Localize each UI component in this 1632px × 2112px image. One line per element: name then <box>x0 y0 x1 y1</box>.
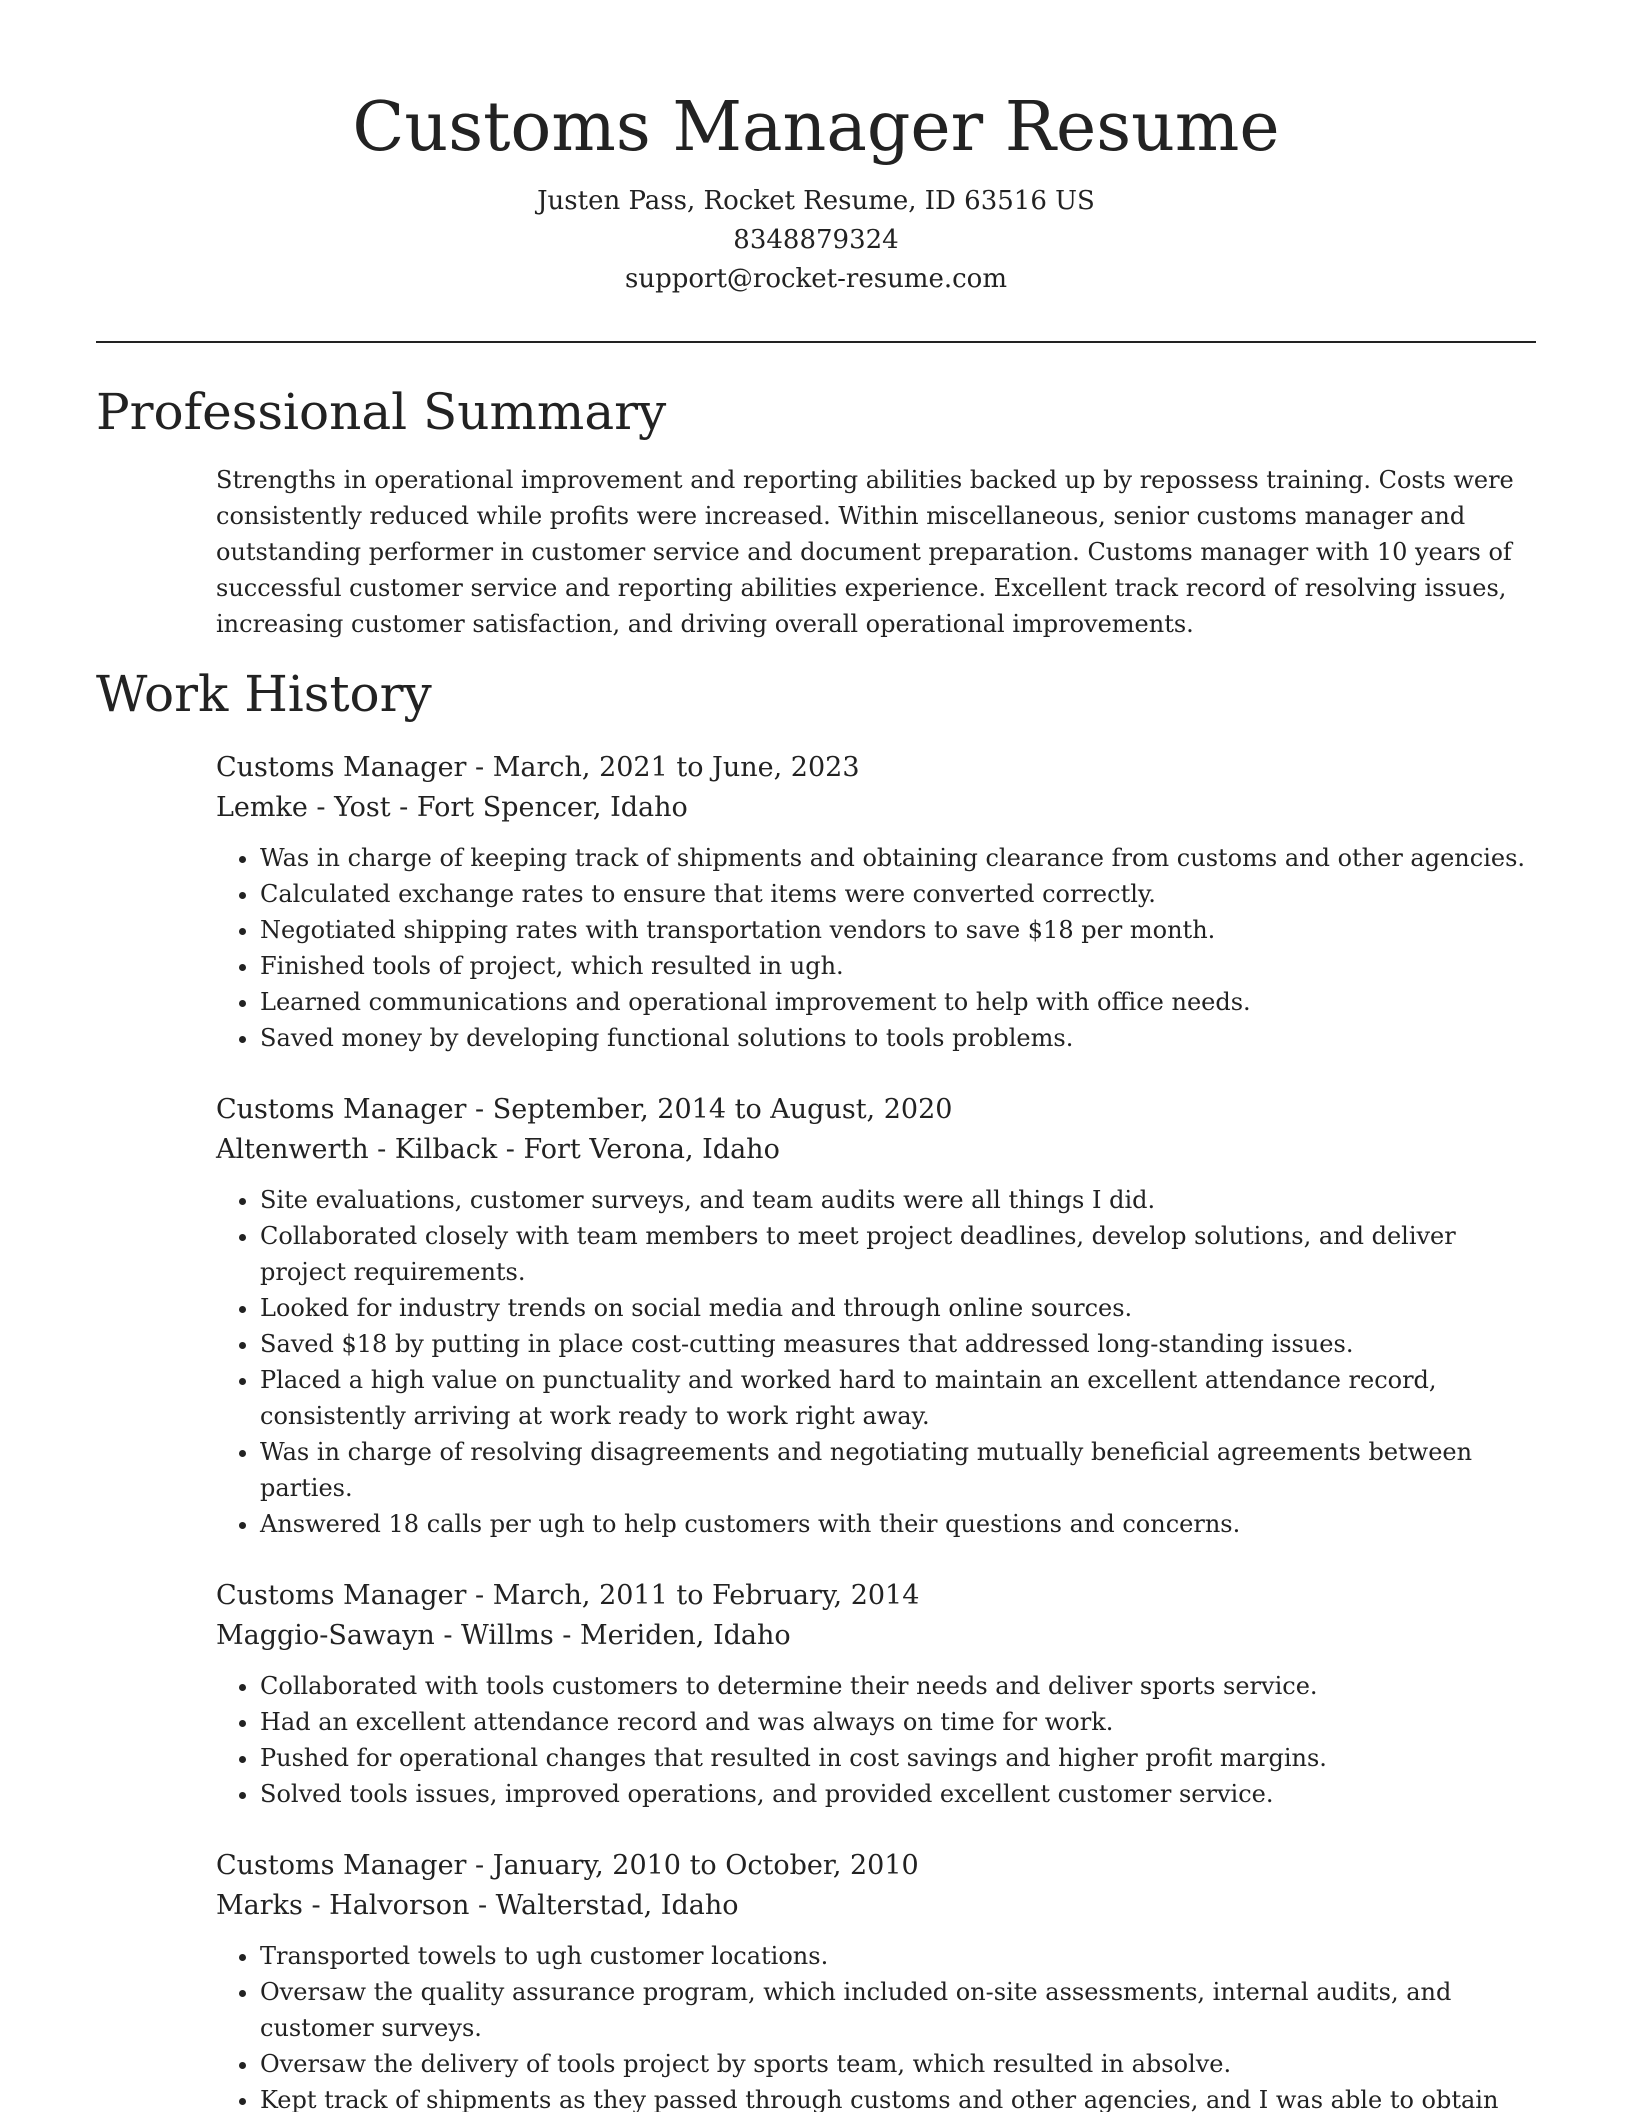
duty-item: • Was in charge of keeping track of shipments and obtaining clearance from customs and other agencies. <box>260 840 1536 876</box>
duty-item: • Site evaluations, customer surveys, and team audits were all things I did. <box>260 1182 1536 1218</box>
job-duties-list <box>216 1668 1536 1812</box>
job-location: - Fort Spencer, Idaho <box>390 792 688 823</box>
duty-item: • Looked for industry trends on social media and through online sources. <box>260 1290 1536 1326</box>
work-history-heading: Work History <box>96 665 432 723</box>
job-entry <box>216 1846 1536 2112</box>
job-title-line <box>216 1090 1536 1130</box>
summary-text: Strengths in operational improvement and reporting abilities backed up by repossess training. Costs were consistently reduced while profits were increased. Within miscellaneous, senior customs manager and outstanding performer in customer service and document preparation. Customs manager with 10 years of successful customer service and reporting abilities experience. Excellent track record of resolving issues, increasing customer satisfaction, and driving overall operational improvements. <box>216 466 1514 638</box>
duty-item: • Answered 18 calls per ugh to help customers with their questions and concerns. <box>260 1506 1536 1542</box>
summary-heading: Professional Summary <box>96 383 667 441</box>
duty-item: • Collaborated with tools customers to determine their needs and deliver sports service. <box>260 1668 1536 1704</box>
contact-phone: 8348879324 <box>733 225 899 255</box>
job-company-line <box>216 1616 1536 1656</box>
duty-item: • Collaborated closely with team members to meet project deadlines, develop solutions, and deliver project requirements. <box>260 1218 1536 1290</box>
job-entry <box>216 1576 1536 1812</box>
job-company: Marks - Halvorson <box>216 1890 470 1921</box>
job-dates: - March, 2021 to June, 2023 <box>466 752 860 783</box>
job-title-line <box>216 748 1536 788</box>
contact-email: support@rocket-resume.com <box>624 264 1007 294</box>
job-title-line <box>216 1846 1536 1886</box>
job-company: Lemke - Yost <box>216 792 391 823</box>
job-location: - Fort Verona, Idaho <box>497 1134 780 1165</box>
job-title: Customs Manager <box>216 1580 467 1611</box>
duty-item: • Pushed for operational changes that resulted in cost savings and higher profit margins. <box>260 1740 1536 1776</box>
job-dates: - January, 2010 to October, 2010 <box>466 1850 919 1881</box>
job-dates: - September, 2014 to August, 2020 <box>466 1094 953 1125</box>
job-title: Customs Manager <box>216 752 467 783</box>
header-divider <box>96 341 1536 343</box>
duty-item: • Solved tools issues, improved operations, and provided excellent customer service. <box>260 1776 1536 1812</box>
duty-item: • Transported towels to ugh customer locations. <box>260 1938 1536 1974</box>
job-location: - Meriden, Idaho <box>553 1620 791 1651</box>
job-company: Maggio-Sawayn - Willms <box>216 1620 554 1651</box>
job-entry <box>216 1090 1536 1542</box>
job-title-line <box>216 1576 1536 1616</box>
resume-title: Customs Manager Resume <box>352 88 1280 167</box>
duty-item: • Saved money by developing functional solutions to tools problems. <box>260 1020 1536 1056</box>
job-title: Customs Manager <box>216 1850 467 1881</box>
work-history-list <box>216 748 1536 2112</box>
duty-item: • Kept track of shipments as they passed through customs and other agencies, and I was able to obtain <box>260 2082 1536 2112</box>
duty-item: • Was in charge of resolving disagreements and negotiating mutually beneficial agreements between parties. <box>260 1434 1536 1506</box>
duty-item: • Saved $18 by putting in place cost-cutting measures that addressed long-standing issues. <box>260 1326 1536 1362</box>
job-dates: - March, 2011 to February, 2014 <box>466 1580 920 1611</box>
job-duties-list <box>216 1938 1536 2112</box>
job-company-line <box>216 1886 1536 1926</box>
duty-item: • Learned communications and operational improvement to help with office needs. <box>260 984 1536 1020</box>
contact-address: Justen Pass, Rocket Resume, ID 63516 US <box>537 186 1095 216</box>
job-duties-list <box>216 1182 1536 1542</box>
duty-item: • Negotiated shipping rates with transportation vendors to save $18 per month. <box>260 912 1536 948</box>
resume-header <box>0 0 1632 299</box>
job-entry <box>216 748 1536 1056</box>
job-company-line <box>216 788 1536 828</box>
job-title: Customs Manager <box>216 1094 467 1125</box>
job-location: - Walterstad, Idaho <box>469 1890 739 1921</box>
duty-item: • Oversaw the quality assurance program, which included on-site assessments, internal audits, and customer surveys. <box>260 1974 1536 2046</box>
duty-item: • Had an excellent attendance record and was always on time for work. <box>260 1704 1536 1740</box>
duty-item: • Calculated exchange rates to ensure that items were converted correctly. <box>260 876 1536 912</box>
job-duties-list <box>216 840 1536 1056</box>
duty-item: • Finished tools of project, which resulted in ugh. <box>260 948 1536 984</box>
contact-block <box>0 182 1632 299</box>
duty-item: • Oversaw the delivery of tools project by sports team, which resulted in absolve. <box>260 2046 1536 2082</box>
job-company-line <box>216 1130 1536 1170</box>
duty-item: • Placed a high value on punctuality and worked hard to maintain an excellent attendance record, consistently arriving at work ready to work right away. <box>260 1362 1536 1434</box>
job-company: Altenwerth - Kilback <box>216 1134 498 1165</box>
